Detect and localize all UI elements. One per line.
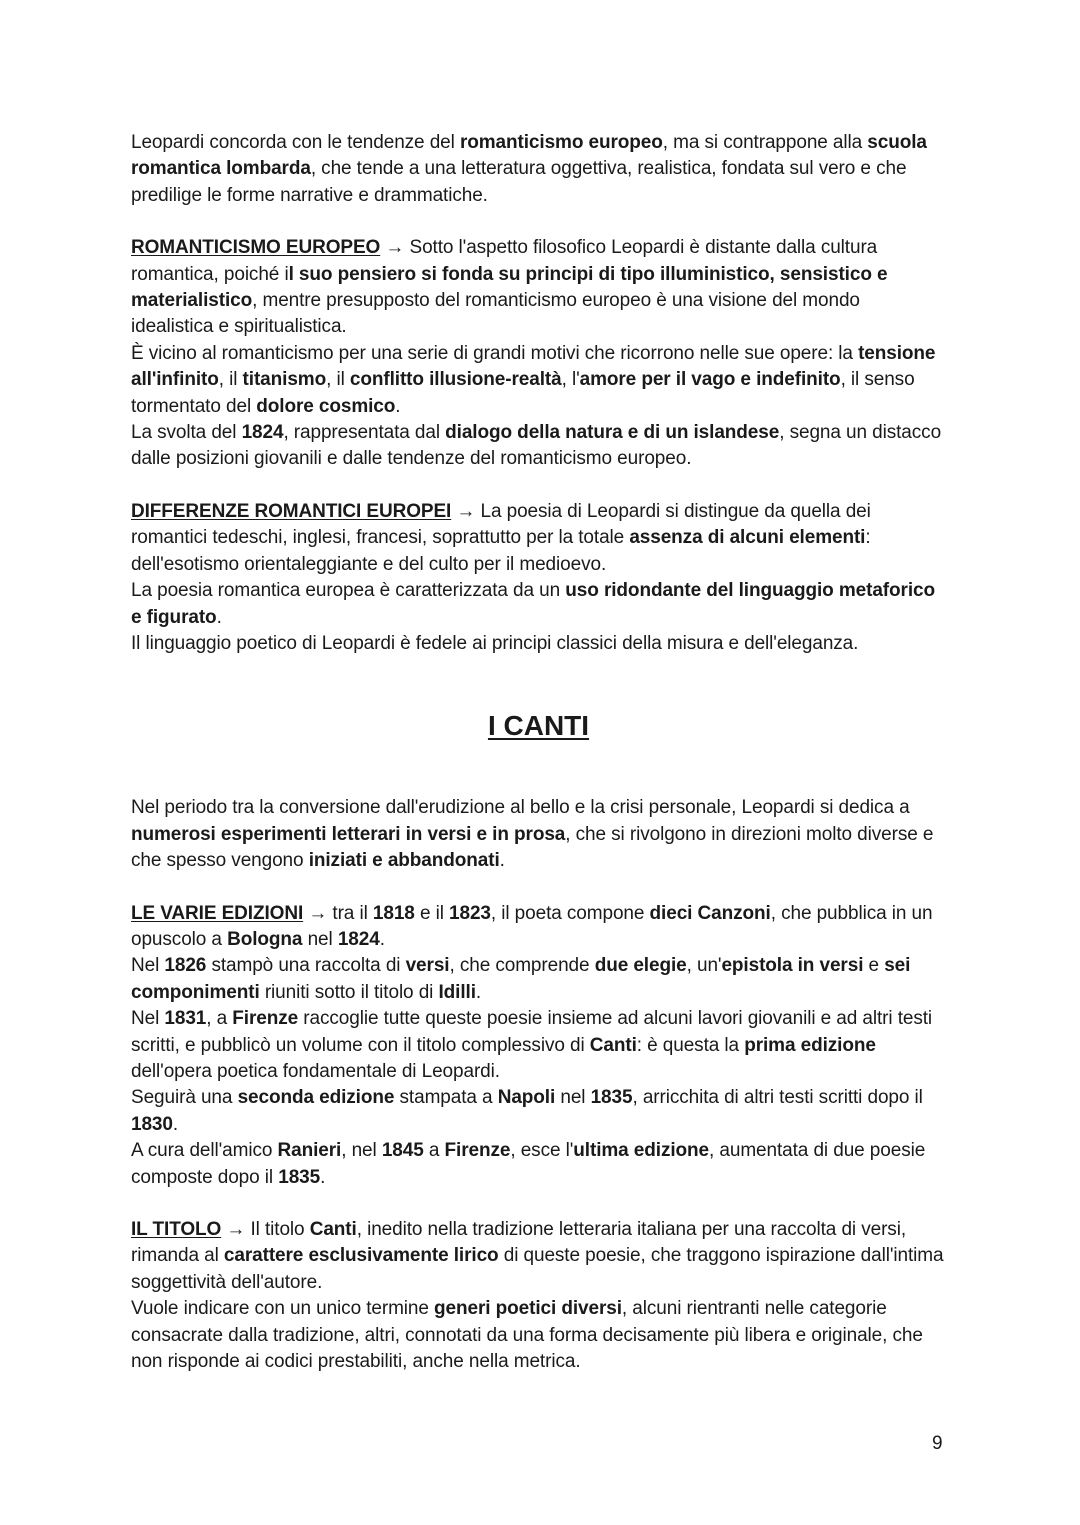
bold-text: 1824	[241, 422, 284, 444]
romanticismo-paragraph-1	[131, 235, 946, 341]
text: , il	[326, 369, 350, 391]
text: La poesia di Leopardi si distingue da quella dei romantici tedeschi, inglesi, francesi, soprattutto per la totale	[131, 500, 871, 549]
text: Leopardi concorda con le tendenze del	[131, 132, 460, 153]
bold-text: dolore cosmico	[256, 395, 396, 417]
bold-text: numerosi esperimenti letterari in versi e in prosa	[131, 823, 566, 845]
differenze-heading: DIFFERENZE ROMANTICI EUROPEI	[131, 500, 452, 522]
text: , che comprende	[449, 955, 595, 977]
bold-text: epistola in versi	[721, 955, 864, 977]
differenze-paragraph-3: Il linguaggio poetico di Leopardi è fedele ai principi classici della misura e dell'eleganza.	[131, 632, 859, 654]
text: La poesia romantica europea è caratterizzata da un	[131, 580, 566, 602]
text: raccoglie tutte queste poesie insieme ad alcuni lavori giovanili e ad altri testi scritti, e pubblicò un volume con il titolo complessivo di	[131, 1008, 933, 1056]
document-page	[131, 130, 946, 1375]
text: e il	[414, 902, 450, 924]
text: , un'	[686, 955, 722, 977]
bold-text: due elegie	[594, 955, 687, 977]
text: , mentre presupposto del romanticismo europeo è una visione del mondo idealistica e spiritualistica.	[131, 290, 860, 338]
text: , ma si contrappone alla	[662, 132, 868, 153]
text: , aumentata di due poesie composte dopo il	[131, 1140, 926, 1188]
text: , esce l'	[510, 1140, 574, 1162]
bold-text: 1818	[372, 902, 415, 924]
text: , che pubblica in un opuscolo a	[131, 902, 933, 950]
bold-text: seconda edizione	[237, 1087, 395, 1109]
text: , che si rivolgono in direzioni molto diverse e che spesso vengono	[131, 823, 934, 872]
bold-text: Canti	[589, 1034, 637, 1056]
text: nel	[555, 1087, 591, 1109]
text: tra il	[332, 902, 373, 924]
bold-text: 1823	[449, 902, 491, 924]
section-title: I CANTI	[487, 710, 590, 742]
edizioni-paragraph-1	[131, 901, 946, 954]
text: A cura dell'amico	[131, 1140, 278, 1162]
arrow: →	[451, 500, 481, 522]
text: : dell'esotismo orientaleggiante e del culto per il medioevo.	[131, 527, 871, 575]
bold-text: 1824	[337, 928, 380, 950]
bold-text: assenza di alcuni elementi	[629, 527, 866, 549]
edizioni-heading: LE VARIE EDIZIONI	[131, 902, 304, 924]
bold-text: dialogo della natura e di un islandese	[445, 422, 780, 444]
bold-text: 1831	[164, 1008, 207, 1030]
bold-text: Firenze	[232, 1008, 299, 1030]
bold-text: 1826	[164, 955, 207, 977]
text: .	[499, 850, 505, 872]
bold-text: uso ridondante del linguaggio metaforico e figurato	[131, 580, 935, 628]
bold-text: prima edizione	[744, 1034, 876, 1056]
bold-text: titanismo	[242, 369, 327, 391]
page-number: 9	[932, 1433, 943, 1454]
differenze-paragraph-1	[131, 499, 946, 578]
bold-text: amore per il vago e indefinito	[579, 369, 841, 391]
bold-text: l suo pensiero si fonda su principi di tipo illuministico, sensistico e materialistico	[131, 263, 888, 312]
bold-text: Napoli	[497, 1087, 556, 1109]
bold-text: Ranieri	[277, 1140, 342, 1162]
edizioni-paragraph-3	[131, 1006, 946, 1085]
bold-text: generi poetici diversi	[434, 1298, 622, 1320]
text: , a	[206, 1008, 233, 1030]
text: , alcuni rientranti nelle categorie consacrate dalla tradizione, altri, connotati da una forma decisamente più libera e originale, che non risponde ai codici prestabiliti, anche nella metrica.	[131, 1298, 923, 1373]
text: e	[863, 955, 885, 977]
arrow: →	[221, 1219, 251, 1240]
bold-text: 1830	[131, 1113, 173, 1135]
intro-paragraph	[131, 130, 946, 209]
text: , nel	[341, 1140, 382, 1162]
text: riuniti sotto il titolo di	[259, 981, 439, 1003]
text: Vuole indicare con un unico termine	[131, 1298, 435, 1320]
bold-text: versi	[405, 955, 450, 977]
romanticismo-heading: ROMANTICISMO EUROPEO	[131, 237, 381, 259]
text: dell'opera poetica fondamentale di Leopardi.	[131, 1060, 500, 1082]
arrow: →	[380, 237, 410, 259]
romanticismo-paragraph-3	[131, 420, 946, 473]
text: stampò una raccolta di	[206, 955, 406, 977]
bold-text: sei componimenti	[131, 955, 911, 1003]
text: .	[172, 1113, 179, 1135]
bold-text: conflitto illusione-realtà	[349, 369, 562, 391]
text: Nel	[131, 955, 165, 977]
bold-text: tensione all'infinito	[131, 342, 936, 391]
bold-text: Idilli	[438, 981, 476, 1003]
text: , inedito nella tradizione letteraria italiana per una raccolta di versi, rimanda al	[131, 1219, 907, 1267]
differenze-paragraph-2	[131, 578, 946, 631]
text: , il senso tormentato del	[131, 369, 915, 417]
titolo-heading: IL TITOLO	[131, 1219, 222, 1240]
bold-text: scuola romantica lombarda	[131, 132, 927, 180]
text: .	[216, 606, 222, 628]
edizioni-paragraph-2	[131, 953, 946, 1006]
text: , il poeta compone	[490, 902, 650, 924]
text: È vicino al romanticismo per una serie di grandi motivi che ricorrono nelle sue opere: la	[131, 342, 859, 364]
bold-text: iniziati e abbandonati	[308, 850, 500, 872]
titolo-paragraph-2	[131, 1296, 946, 1375]
canti-intro-paragraph	[131, 795, 946, 874]
text: .	[395, 395, 401, 417]
bold-text: 1835	[590, 1087, 633, 1109]
bold-text: dieci Canzoni	[649, 902, 771, 924]
edizioni-paragraph-4	[131, 1085, 946, 1138]
text: nel	[302, 928, 338, 950]
edizioni-paragraph-5	[131, 1138, 946, 1191]
bold-text: Bologna	[227, 928, 303, 950]
arrow: →	[303, 902, 333, 924]
text: : è questa la	[636, 1034, 745, 1056]
bold-text: Canti	[309, 1219, 357, 1240]
titolo-paragraph-1	[131, 1217, 946, 1296]
text: Il titolo	[250, 1219, 310, 1240]
bold-text: 1835	[278, 1166, 321, 1188]
text: stampata a	[394, 1087, 498, 1109]
text: di queste poesie, che traggono ispirazione dall'intima soggettività dell'autore.	[131, 1245, 944, 1293]
bold-text: ultima edizione	[573, 1140, 710, 1162]
text: , che tende a una letteratura oggettiva, realistica, fondata sul vero e che predilige le forme narrative e drammatiche.	[131, 158, 907, 206]
bold-text: 1845	[381, 1140, 424, 1162]
text: .	[379, 928, 385, 950]
text: , arricchita di altri testi scritti dopo il	[632, 1087, 923, 1109]
bold-text: carattere esclusivamente lirico	[223, 1245, 499, 1267]
text: , il	[218, 369, 243, 391]
text: .	[320, 1166, 326, 1188]
romanticismo-paragraph-2	[131, 341, 946, 420]
text: Seguirà una	[131, 1087, 238, 1109]
bold-text: Firenze	[444, 1140, 511, 1162]
bold-text: romanticismo europeo	[459, 132, 663, 153]
text: Nel	[131, 1008, 165, 1030]
text: , rappresentata dal	[283, 422, 446, 444]
text: , l'	[561, 369, 580, 391]
text: , segna un distacco dalle posizioni giovanili e dalle tendenze del romanticismo europeo.	[131, 422, 942, 470]
text: a	[423, 1140, 445, 1162]
text: Sotto l'aspetto filosofico Leopardi è distante dalla cultura romantica, poiché i	[131, 237, 878, 285]
text: La svolta del	[131, 422, 242, 444]
text: .	[475, 981, 482, 1003]
text: Nel periodo tra la conversione dall'erudizione al bello e la crisi personale, Leopardi si dedica a	[131, 797, 910, 819]
